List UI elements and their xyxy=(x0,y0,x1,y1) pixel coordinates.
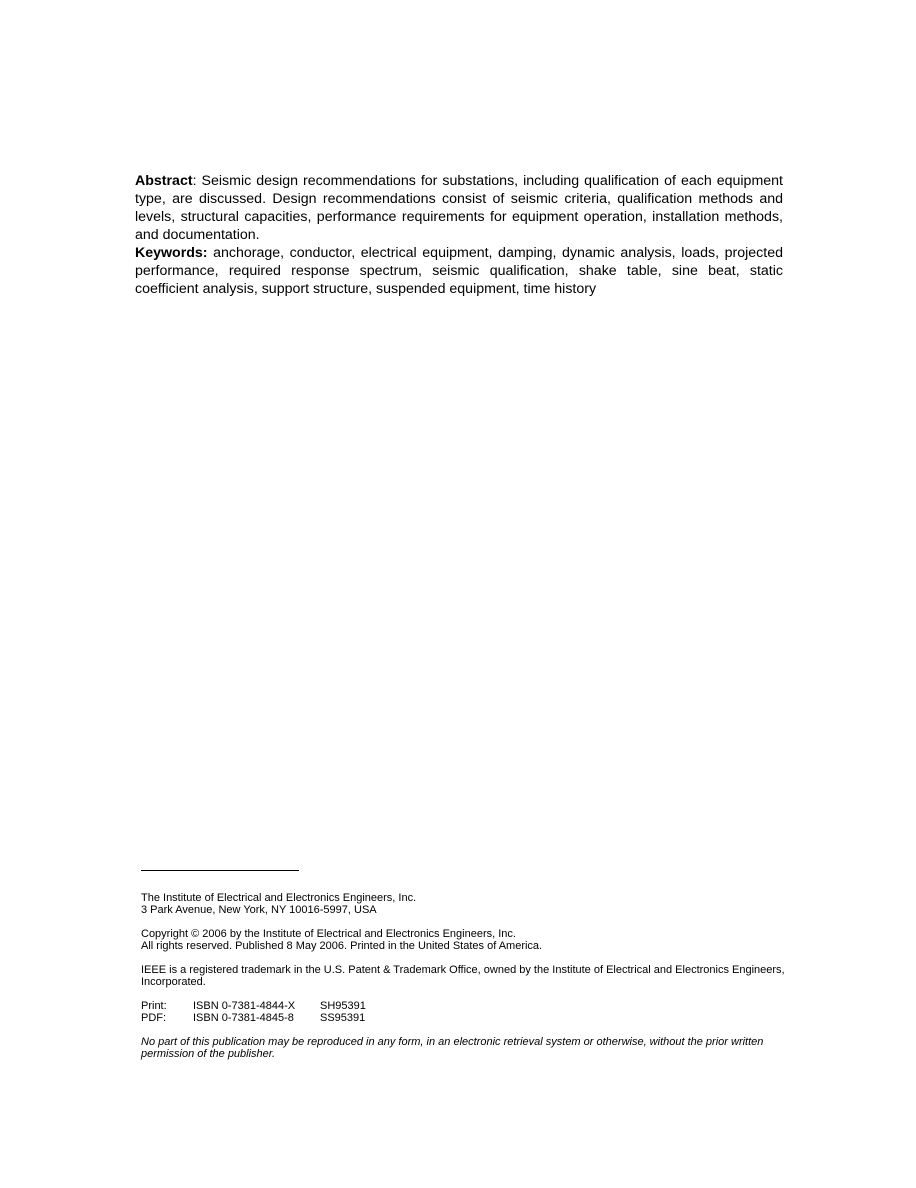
abstract-label: Abstract xyxy=(135,173,193,189)
isbn-format: Print: xyxy=(141,1000,167,1012)
reproduction-notice: No part of this publication may be reproduced in any form, in an electronic retrieval system or otherwise, without the prior written permission of the publisher. xyxy=(141,1036,764,1060)
abstract-section xyxy=(135,172,783,298)
keywords-label: Keywords: xyxy=(135,245,208,261)
isbn-code: SH95391 xyxy=(320,1000,366,1012)
footnote-divider xyxy=(141,870,299,871)
isbn-row-print xyxy=(141,1000,796,1012)
keywords-text: anchorage, conductor, electrical equipment, damping, dynamic analysis, loads, projected performance, required response spectrum, seismic qualification, shake table, sine beat, static coefficient analysis, support structure, suspended equipment, time history xyxy=(135,245,783,297)
abstract-paragraph xyxy=(135,172,783,244)
publisher-address: 3 Park Avenue, New York, NY 10016-5997, USA xyxy=(141,904,377,916)
abstract-text: : Seismic design recommendations for substations, including qualification of each equipment type, are discussed. Design recommendations consist of seismic criteria, qualification methods and levels, structural capacities, performance requirements for equipment operation, installation methods, and documentation. xyxy=(135,173,783,243)
isbn-row-pdf xyxy=(141,1012,796,1024)
isbn-list xyxy=(141,1000,796,1024)
isbn-number: ISBN 0-7381-4844-X xyxy=(193,1000,296,1012)
publisher-name: The Institute of Electrical and Electronics Engineers, Inc. xyxy=(141,892,417,904)
isbn-number: ISBN 0-7381-4845-8 xyxy=(193,1012,294,1024)
isbn-format: PDF: xyxy=(141,1012,167,1024)
keywords-paragraph xyxy=(135,244,783,298)
copyright-line: Copyright © 2006 by the Institute of Electrical and Electronics Engineers, Inc. xyxy=(141,928,516,940)
rights-line: All rights reserved. Published 8 May 2006. Printed in the United States of America. xyxy=(141,940,543,952)
isbn-code: SS95391 xyxy=(320,1012,366,1024)
copyright-info xyxy=(141,928,796,952)
publisher-footer xyxy=(141,892,796,1060)
trademark-notice: IEEE is a registered trademark in the U.S. Patent & Trademark Office, owned by the Institute of Electrical and Electronics Engineers, Incorporated. xyxy=(141,964,785,988)
publisher-info xyxy=(141,892,796,916)
